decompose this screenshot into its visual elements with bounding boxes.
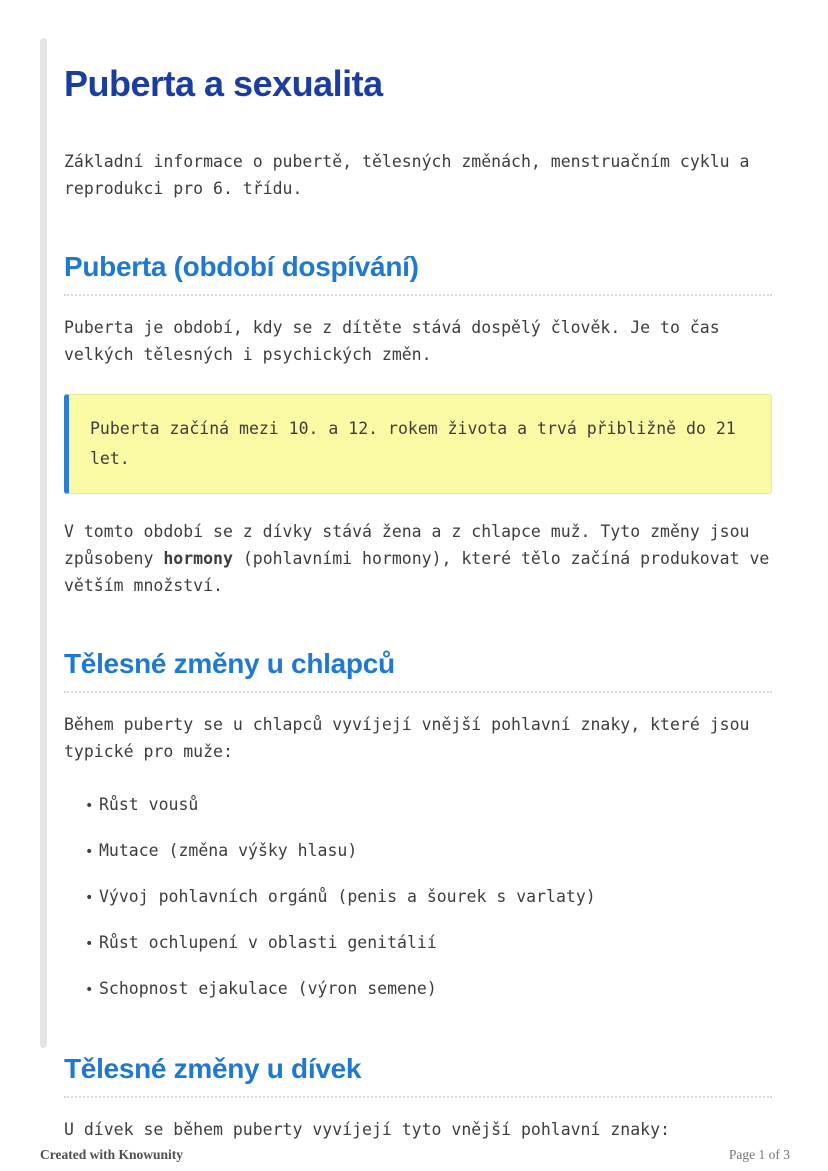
bullet-icon: •	[85, 844, 94, 860]
bullet-icon: •	[85, 798, 94, 814]
footer-page-number: Page 1 of 3	[728, 1147, 790, 1162]
hormones-bold-term: hormony	[163, 549, 233, 568]
intro-paragraph: Základní informace o pubertě, tělesných změnách, menstruačním cyklu a reprodukci pro 6. třídu.	[64, 152, 750, 198]
list-item-label: Růst vousů	[99, 795, 199, 814]
page-footer	[40, 1147, 790, 1163]
list-item	[64, 837, 772, 866]
highlight-callout	[64, 394, 772, 494]
boys-changes-paragraph: Během puberty se u chlapců vyvíjejí vnější pohlavní znaky, které jsou typické pro muže:	[64, 715, 750, 761]
bullet-icon: •	[85, 982, 94, 998]
list-item-label: Vývoj pohlavních orgánů (penis a šourek s varlaty)	[99, 887, 596, 906]
section-heading-girls-changes: Tělesné změny u dívek	[64, 1052, 772, 1098]
list-item	[64, 975, 772, 1004]
girls-changes-paragraph: U dívek se během puberty vyvíjejí tyto vnější pohlavní znaky:	[64, 1120, 670, 1139]
list-item-label: Schopnost ejakulace (výron semene)	[99, 979, 437, 998]
list-item-label: Mutace (změna výšky hlasu)	[99, 841, 358, 860]
section-heading-puberta: Puberta (období dospívání)	[64, 250, 772, 296]
hormones-paragraph	[64, 518, 772, 599]
page-title: Puberta a sexualita	[64, 63, 383, 104]
hormones-paragraph-start: V tomto období se z dívky stává žena a z chlapce muž. Tyto změny jsou způsobeny	[64, 522, 750, 568]
footer-branding: Created with Knowunity	[40, 1147, 184, 1162]
page-edge-strip	[40, 38, 47, 1048]
bullet-icon: •	[85, 936, 94, 952]
puberta-paragraph: Puberta je období, kdy se z dítěte stává dospělý člověk. Je to čas velkých tělesných i psychických změn.	[64, 318, 720, 364]
callout-text: Puberta začíná mezi 10. a 12. rokem života a trvá přibližně do 21 let.	[90, 419, 736, 468]
boys-changes-list	[64, 791, 772, 1004]
section-heading-boys-changes: Tělesné změny u chlapců	[64, 647, 772, 693]
list-item	[64, 929, 772, 958]
hormones-paragraph-end: (pohlavními hormony), které tělo začíná produkovat ve větším množství.	[64, 549, 770, 595]
document-content	[64, 38, 772, 1143]
list-item	[64, 791, 772, 820]
list-item-label: Růst ochlupení v oblasti genitálií	[99, 933, 437, 952]
list-item	[64, 883, 772, 912]
bullet-icon: •	[85, 890, 94, 906]
